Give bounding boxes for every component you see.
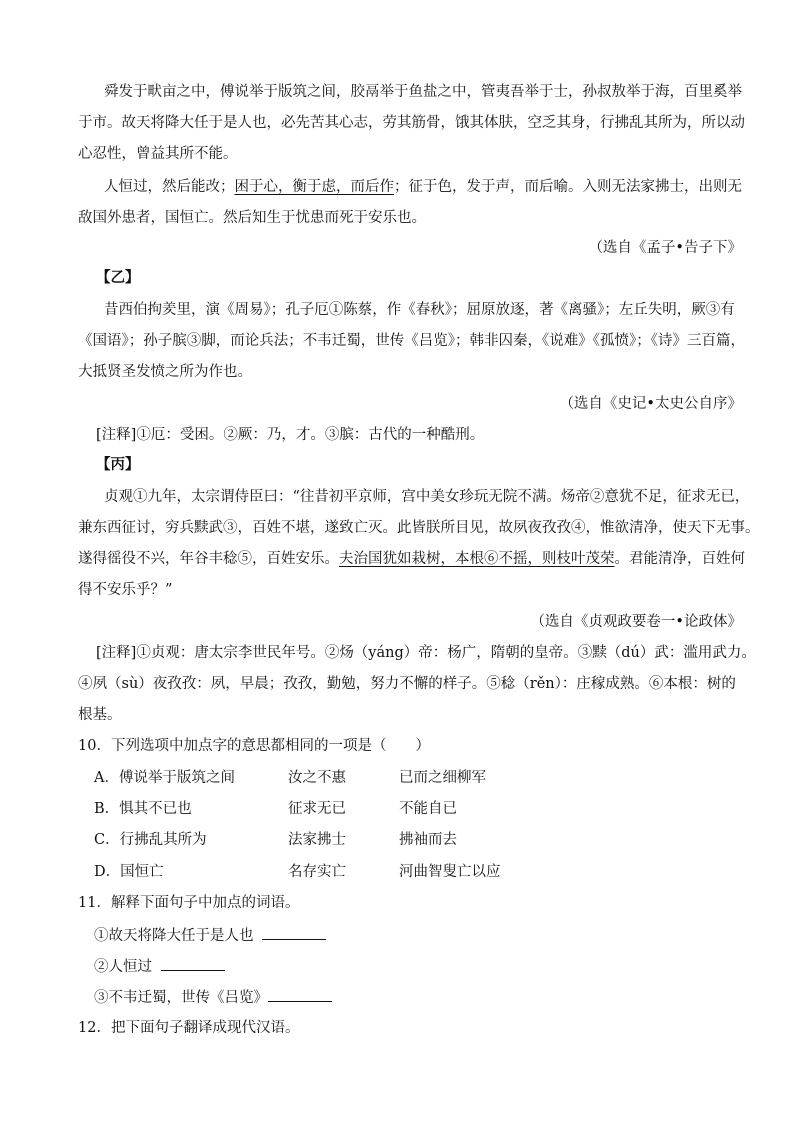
q10-option-b-col1: B．惧其不已也 [94,801,192,817]
q11-item-2-blank[interactable] [161,956,225,971]
bing-underlined: 夫治国犹如栽树，本根⑥不摇，则枝叶茂荣 [339,551,615,567]
bing-line4: 得不安乐乎？” [78,582,173,598]
q10-option-b-col2: 征求无已 [288,801,346,817]
q10-option-c-col1: C．行拂乱其所为 [94,832,207,848]
bing-text-b: 。君能清净，百姓何 [614,551,745,567]
q11-stem: 11．解释下面句子中加点的词语。 [78,895,300,911]
jia-source: （选自《孟子•告子下》 [588,240,742,256]
bing-heading: 【丙】 [96,456,140,473]
yi-source: （选自《史记•太史公自序》 [559,396,742,412]
q10-option-a-col1: A．傅说举于版筑之间 [94,770,235,786]
q11-item-3 [94,987,332,1008]
bing-line3 [78,549,745,569]
bing-text-a: 遂得徭役不兴，年谷丰稔⑤，百姓安乐。 [78,551,339,567]
q12-stem: 12．把下面句子翻译成现代汉语。 [78,1020,300,1036]
q10-option-a-col3: 已而之细柳军 [399,770,486,786]
bing-note-line2: ④夙（sù）夜孜孜：夙，早晨；孜孜，勤勉，努力不懈的样子。⑤稔（rěn）：庄稼成熟。⑥本根：树的 [78,676,736,692]
jia-p1-line1: 舜发于畎亩之中，傅说举于版筑之间，胶鬲举于鱼盐之中，管夷吾举于士，孙叔敖举于海，百里奚举 [104,84,742,100]
q10-option-d-col1: D．国恒亡 [94,864,164,880]
jia-p2-line2: 敌国外患者，国恒亡。然后知生于忧患而死于安乐也。 [78,210,426,226]
yi-line1: 昔西伯拘羑里，演《周易》；孔子厄①陈蔡，作《春秋》；屈原放逐，著《离骚》；左丘失明，厥③有 [104,302,735,318]
q11-item-1-blank[interactable] [262,925,326,940]
q10-option-d-col3: 河曲智叟亡以应 [399,864,501,880]
q10-option-c-col3: 拂袖而去 [399,832,457,848]
bing-note-line3: 根基。 [78,707,122,723]
q10-stem: 10．下列选项中加点字的意思都相同的一项是（ ） [78,738,430,754]
bing-line2: 兼东西征讨，穷兵黩武③，百姓不堪，遂致亡灭。此皆朕所目见，故夙夜孜孜④，惟欲清净，使天下无事。 [78,520,760,536]
jia-p2-underlined: 困于心，衡于虑，而后作 [234,179,394,195]
jia-p2-text-b: ；征于色，发于声，而后喻。入则无法家拂士，出则无 [394,179,742,195]
yi-heading: 【乙】 [96,269,140,286]
yi-line3: 大抵贤圣发愤之所为作也。 [78,364,252,380]
yi-line2: 《国语》；孙子膑③脚，而论兵法；不韦迁蜀，世传《吕览》；韩非囚秦，《说难》《孤愤》；《诗》三百篇， [78,333,745,349]
q11-item-1 [94,925,326,946]
q10-option-b-col3: 不能自已 [399,801,457,817]
q11-item-1-text: ①故天将降大任于是人也 [94,928,254,944]
q11-item-2-text: ②人恒过 [94,959,152,975]
q11-item-2 [94,956,225,977]
q11-item-3-text: ③不韦迁蜀，世传《吕览》 [94,990,268,1006]
jia-p1-line2: 于市。故天将降大任于是人也，必先苦其心志，劳其筋骨，饿其体肤，空乏其身，行拂乱其所为，所以动 [78,115,745,131]
q10-option-c-col2: 法家拂士 [288,832,346,848]
jia-p1-line3: 心忍性，曾益其所不能。 [78,146,238,162]
q10-option-a-col2: 汝之不惠 [288,770,346,786]
bing-note-line1: [注释]①贞观：唐太宗李世民年号。②炀（yáng）帝：杨广，隋朝的皇帝。③黩（dú）武：滥用武力。 [96,645,756,661]
q11-item-3-blank[interactable] [268,987,332,1002]
yi-note: [注释]①厄：受困。②厥：乃，才。③膑：古代的一种酷刑。 [96,427,485,443]
bing-source: （选自《贞观政要卷一•论政体》 [530,614,742,630]
jia-p2-line1 [104,177,742,197]
q10-option-d-col2: 名存实亡 [288,864,346,880]
jia-p2-text-a: 人恒过，然后能改； [104,179,235,195]
bing-line1: 贞观①九年，太宗谓侍臣曰：“往昔初平京师，宫中美女珍玩无院不满。炀帝②意犹不足，征求无已， [104,489,750,505]
